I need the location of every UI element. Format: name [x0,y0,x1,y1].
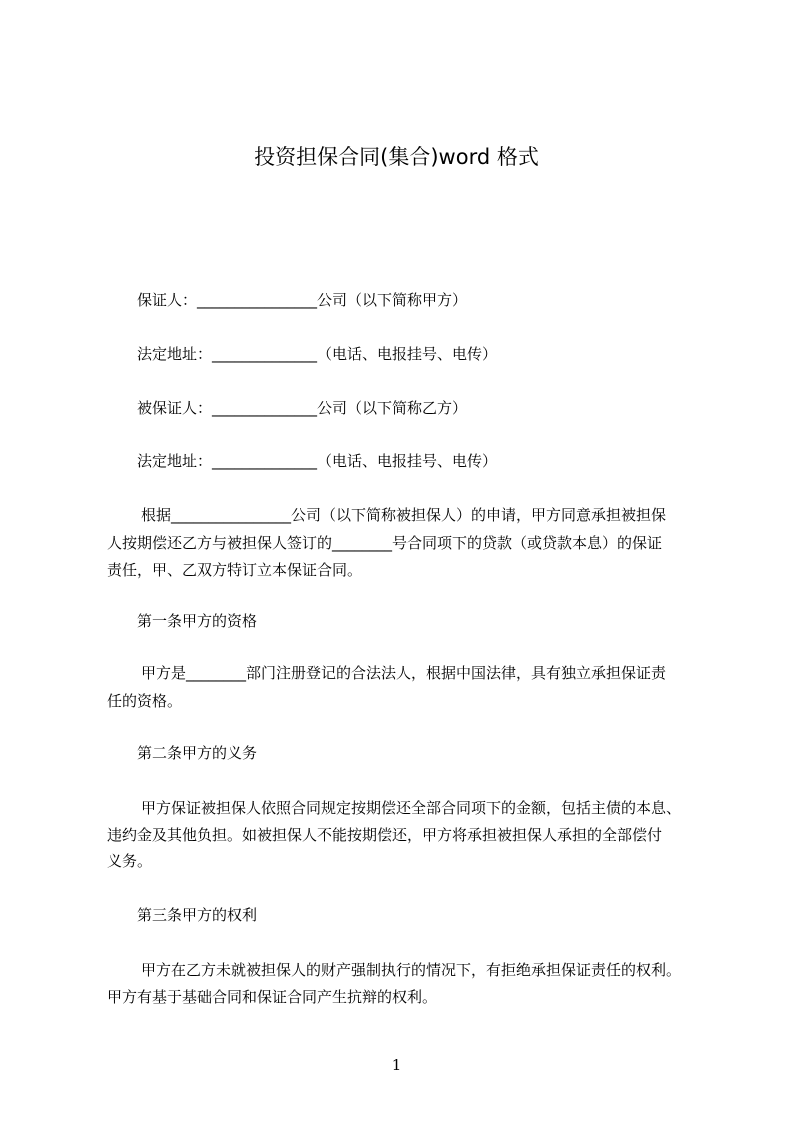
article-1-heading: 第一条甲方的资格 [137,612,258,630]
article-1-line-1: 甲方是________部门注册登记的合法法人，根据中国法律，具有独立承担保证责 [141,664,667,682]
preamble-line-2: 人按期偿还乙方与被担保人签订的________号合同项下的贷款（或贷款本息）的保证 [107,534,663,552]
guarantor-address-line: 法定地址：______________（电话、电报挂号、电传） [137,345,498,363]
article-1-line-2: 任的资格。 [107,692,183,710]
article-3-line-1: 甲方在乙方未就被担保人的财产强制执行的情况下，有拒绝承担保证责任的权利。 [141,961,682,979]
article-2-heading: 第二条甲方的义务 [137,744,258,762]
article-2-line-1: 甲方保证被担保人依照合同规定按期偿还全部合同项下的金额，包括主债的本息、 [141,799,682,817]
article-3-line-2: 甲方有基于基础合同和保证合同产生抗辩的权利。 [107,988,438,1006]
preamble-line-3: 责任，甲、乙双方特订立本保证合同。 [107,561,363,579]
guarantor-line: 保证人：________________公司（以下简称甲方） [137,291,468,309]
guaranteed-address-line: 法定地址：______________（电话、电报挂号、电传） [137,452,498,470]
article-2-line-2: 违约金及其他负担。如被担保人不能按期偿还，甲方将承担被担保人承担的全部偿付 [107,826,663,844]
document-title: 投资担保合同(集合)word 格式 [254,145,539,169]
preamble-line-1: 根据________________公司（以下简称被担保人）的申请，甲方同意承担被担保 [141,506,667,524]
article-2-line-3: 义务。 [107,852,153,870]
page-number: 1 [391,1056,402,1074]
guaranteed-line: 被保证人：______________公司（以下简称乙方） [137,399,468,417]
article-3-heading: 第三条甲方的权利 [137,906,258,924]
